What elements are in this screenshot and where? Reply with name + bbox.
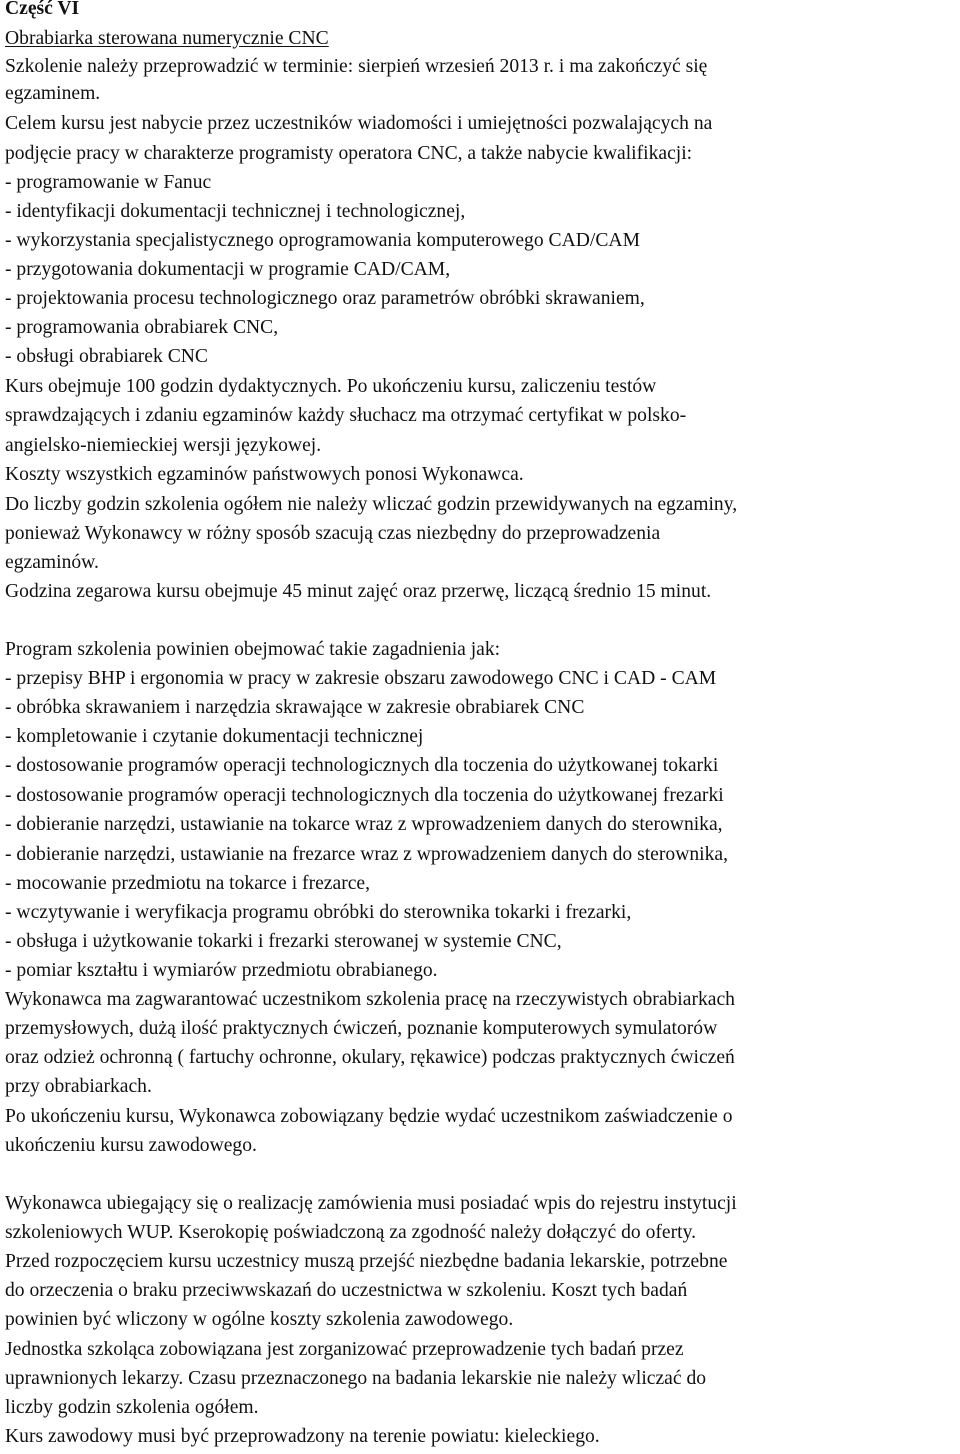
text-line: przy obrabiarkach. — [5, 1076, 152, 1097]
text-line: Program szkolenia powinien obejmować takie zagadnienia jak: — [5, 639, 501, 660]
text-line: sprawdzających i zdaniu egzaminów każdy słuchacz ma otrzymać certyfikat w polsko- — [5, 405, 687, 426]
text-line: Szkolenie należy przeprowadzić w terminie: sierpień wrzesień 2013 r. i ma zakończyć się — [5, 56, 708, 77]
text-line: - przepisy BHP i ergonomia w pracy w zakresie obszaru zawodowego CNC i CAD - CAM — [5, 668, 717, 689]
text-line: szkoleniowych WUP. Kserokopię poświadczoną za zgodność należy dołączyć do oferty. — [5, 1222, 696, 1243]
section-subheading: Obrabiarka sterowana numerycznie CNC — [5, 28, 329, 49]
text-line: ponieważ Wykonawcy w różny sposób szacują czas niezbędny do przeprowadzenia — [5, 523, 661, 544]
text-line: podjęcie pracy w charakterze programisty operatora CNC, a także nabycie kwalifikacji: — [5, 143, 693, 164]
text-line: ukończeniu kursu zawodowego. — [5, 1135, 257, 1156]
text-line: - dostosowanie programów operacji technologicznych dla toczenia do użytkowanej tokarki — [5, 755, 719, 776]
section-heading: Część VI — [5, 0, 80, 19]
text-line: - projektowania procesu technologicznego oraz parametrów obróbki skrawaniem, — [5, 288, 645, 309]
text-line: Celem kursu jest nabycie przez uczestników wiadomości i umiejętności pozwalających na — [5, 113, 713, 134]
text-line: Jednostka szkoląca zobowiązana jest zorganizować przeprowadzenie tych badań przez — [5, 1339, 684, 1360]
text-line: egzaminów. — [5, 552, 99, 573]
text-line: oraz odzież ochronną ( fartuchy ochronne, okulary, rękawice) podczas praktycznych ćwiczeń — [5, 1047, 735, 1068]
text-line: egzaminem. — [5, 83, 101, 104]
text-line: - programowanie w Fanuc — [5, 172, 212, 193]
text-line: Do liczby godzin szkolenia ogółem nie należy wliczać godzin przewidywanych na egzaminy, — [5, 494, 738, 515]
text-line: liczby godzin szkolenia ogółem. — [5, 1397, 259, 1418]
text-line: - kompletowanie i czytanie dokumentacji technicznej — [5, 726, 424, 747]
text-line: - programowania obrabiarek CNC, — [5, 317, 279, 338]
text-line: Po ukończeniu kursu, Wykonawca zobowiązany będzie wydać uczestnikom zaświadczenie o — [5, 1106, 733, 1127]
text-line: Kurs zawodowy musi być przeprowadzony na terenie powiatu: kieleckiego. — [5, 1426, 600, 1447]
text-line: angielsko-niemieckiej wersji językowej. — [5, 435, 322, 456]
text-line: - obsługa i użytkowanie tokarki i frezarki sterowanej w systemie CNC, — [5, 931, 562, 952]
text-line: przemysłowych, dużą ilość praktycznych ćwiczeń, poznanie komputerowych symulatorów — [5, 1018, 718, 1039]
text-line: - wczytywanie i weryfikacja programu obróbki do sterownika tokarki i frezarki, — [5, 902, 632, 923]
text-line: - pomiar kształtu i wymiarów przedmiotu obrabianego. — [5, 960, 438, 981]
text-line: - dostosowanie programów operacji technologicznych dla toczenia do użytkowanej frezarki — [5, 785, 724, 806]
text-line: - przygotowania dokumentacji w programie CAD/CAM, — [5, 259, 451, 280]
text-line: - obsługi obrabiarek CNC — [5, 346, 208, 367]
text-line: Godzina zegarowa kursu obejmuje 45 minut zajęć oraz przerwę, liczącą średnio 15 minut. — [5, 581, 712, 602]
text-line: - dobieranie narzędzi, ustawianie na frezarce wraz z wprowadzeniem danych do sterownika, — [5, 844, 728, 865]
text-line: - mocowanie przedmiotu na tokarce i frezarce, — [5, 873, 371, 894]
text-line: Wykonawca ma zagwarantować uczestnikom szkolenia pracę na rzeczywistych obrabiarkach — [5, 989, 735, 1010]
text-line: - wykorzystania specjalistycznego oprogramowania komputerowego CAD/CAM — [5, 230, 641, 251]
text-line: - identyfikacji dokumentacji technicznej i technologicznej, — [5, 201, 466, 222]
text-line: do orzeczenia o braku przeciwwskazań do uczestnictwa w szkoleniu. Koszt tych badań — [5, 1280, 688, 1301]
text-line: Kurs obejmuje 100 godzin dydaktycznych. Po ukończeniu kursu, zaliczeniu testów — [5, 376, 657, 397]
text-line: uprawnionych lekarzy. Czasu przeznaczonego na badania lekarskie nie należy wliczać do — [5, 1368, 707, 1389]
text-line: - dobieranie narzędzi, ustawianie na tokarce wraz z wprowadzeniem danych do sterownika, — [5, 814, 723, 835]
text-line: powinien być wliczony w ogólne koszty szkolenia zawodowego. — [5, 1309, 514, 1330]
text-line: Wykonawca ubiegający się o realizację zamówienia musi posiadać wpis do rejestru instytucji — [5, 1193, 737, 1214]
text-line: Przed rozpoczęciem kursu uczestnicy muszą przejść niezbędne badania lekarskie, potrzebne — [5, 1251, 728, 1272]
text-line: - obróbka skrawaniem i narzędzia skrawające w zakresie obrabiarek CNC — [5, 697, 585, 718]
text-line: Koszty wszystkich egzaminów państwowych ponosi Wykonawca. — [5, 464, 524, 485]
